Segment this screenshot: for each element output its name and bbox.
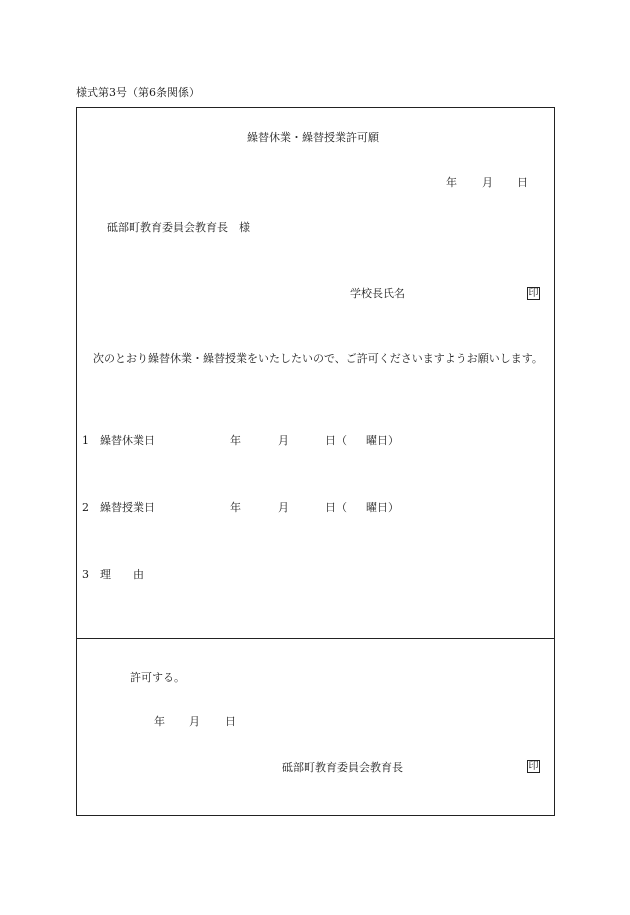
header-date-day: 日	[517, 176, 528, 189]
form-title: 繰替休業・繰替授業許可願	[247, 131, 379, 144]
form-number: 様式第3号（第6条関係）	[76, 86, 200, 99]
approval-divider	[76, 638, 555, 639]
item-2-number: 2	[82, 501, 89, 514]
applicant-name-label: 学校長氏名	[350, 287, 405, 300]
item-3-label: 理 由	[100, 568, 144, 581]
item-1-year: 年	[230, 434, 241, 447]
header-date-year: 年	[446, 176, 457, 189]
item-1-label: 繰替休業日	[100, 434, 155, 447]
item-3-number: 3	[82, 568, 89, 581]
approval-date-month: 月	[189, 715, 200, 728]
item-1-day: 日（	[325, 434, 347, 447]
approval-date-year: 年	[154, 715, 165, 728]
item-2-month: 月	[278, 501, 289, 514]
form-border	[76, 107, 555, 816]
approver-name: 砥部町教育委員会教育長	[282, 761, 403, 774]
request-text-content: 次のとおり繰替休業・繰替授業をいたしたいので、ご許可くださいますようお願いします。	[93, 352, 543, 365]
item-2-label: 繰替授業日	[100, 501, 155, 514]
approval-text: 許可する。	[130, 671, 185, 684]
header-date-month: 月	[482, 176, 493, 189]
seal-mark: 印	[528, 288, 539, 299]
approver-seal-mark: 印	[528, 761, 539, 772]
approval-date-day: 日	[225, 715, 236, 728]
item-2-weekday: 曜日）	[366, 501, 399, 514]
addressee: 砥部町教育委員会教育長 様	[107, 221, 250, 234]
request-text	[82, 351, 552, 367]
item-2-year: 年	[230, 501, 241, 514]
item-2-day: 日（	[325, 501, 347, 514]
item-1-month: 月	[278, 434, 289, 447]
item-1-number: 1	[82, 434, 89, 447]
item-1-weekday: 曜日）	[366, 434, 399, 447]
